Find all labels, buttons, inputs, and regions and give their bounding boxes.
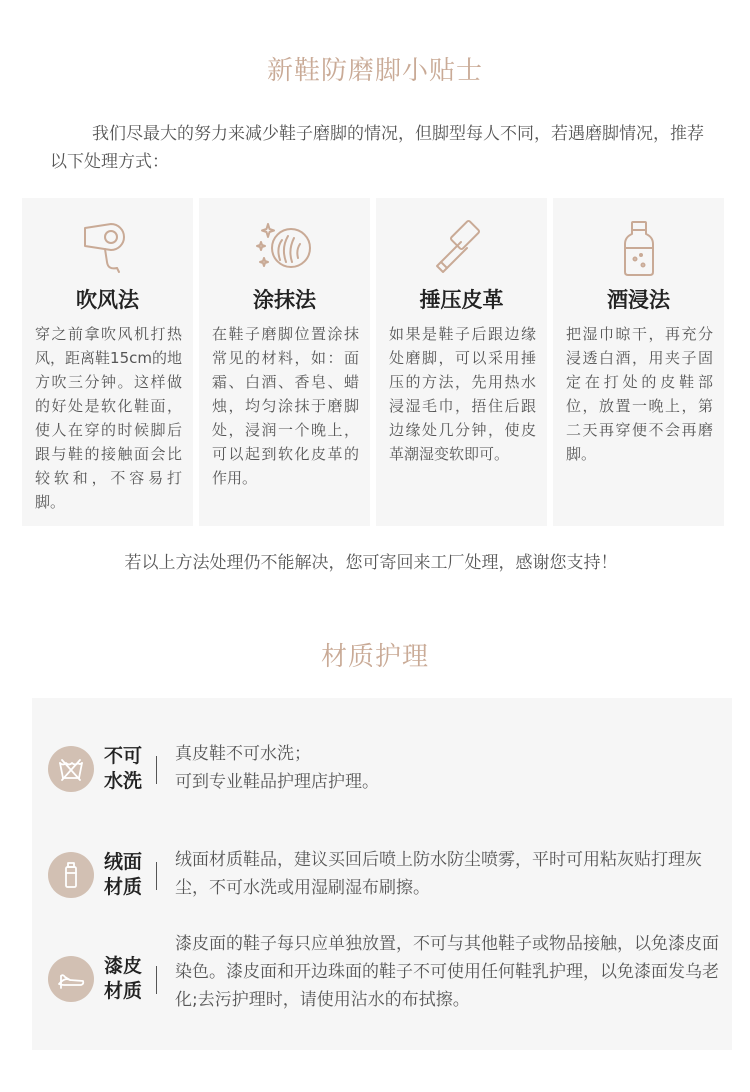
divider [156, 756, 157, 784]
method-name: 涂抹法 [253, 288, 316, 312]
care-text: 绒面材质鞋品，建议买回后喷上防水防尘喷雾，平时可用粘灰贴打理灰尘，不可水洗或用湿刷湿布刷擦。 [175, 850, 702, 898]
method-card-hair-dryer [22, 198, 193, 526]
care-title: 材质护理 [320, 642, 429, 672]
care-text: 真皮鞋不可水洗； 可到专业鞋品护理店护理。 [175, 744, 379, 792]
spray-bottle-icon [48, 852, 94, 898]
bottle-icon [553, 218, 724, 280]
intro-text: 我们尽最大的努力来减少鞋子磨脚的情况，但脚型每人不同，若遇磨脚情况，推荐以下处理方式： [50, 124, 704, 172]
method-name: 酒浸法 [607, 288, 670, 312]
method-name: 捶压皮革 [419, 288, 504, 312]
wiping-hand-icon [199, 218, 370, 280]
care-label: 不可水洗 [104, 745, 143, 792]
method-card-wiping [199, 198, 370, 526]
method-name: 吹风法 [76, 288, 139, 312]
high-heel-icon [48, 956, 94, 1002]
divider [156, 966, 157, 994]
method-desc: 穿之前拿吹风机打热风，距离鞋15cm的地方吹三分钟。这样做的好处是软化鞋面，使人在穿的时候脚后跟与鞋的接触面会比较软和，不容易打脚。 [35, 325, 182, 511]
method-desc: 在鞋子磨脚位置涂抹常见的材料，如：面霜、白酒、香皂、蜡烛，均匀涂抹于磨脚处，浸润一个晚上，可以起到软化皮革的作用。 [212, 325, 359, 487]
care-label: 绒面材质 [104, 851, 143, 898]
care-text: 漆皮面的鞋子每只应单独放置，不可与其他鞋子或物品接触，以免漆皮面染色。漆皮面和开边珠面的鞋子不可使用任何鞋乳护理，以免漆面发乌老化;去污护理时，请使用沾水的布拭擦。 [175, 934, 719, 1010]
care-label: 漆皮材质 [104, 955, 143, 1002]
care-panel [32, 698, 732, 1050]
method-card-hammer [376, 198, 547, 526]
hammer-icon [376, 218, 547, 280]
method-desc: 如果是鞋子后跟边缘处磨脚，可以采用捶压的方法，先用热水浸湿毛巾，捂住后跟边缘处几分钟，使皮革潮湿变软即可。 [389, 325, 536, 463]
divider [156, 862, 157, 890]
no-wash-icon [48, 746, 94, 792]
methods-grid [22, 198, 724, 526]
tips-title: 新鞋防磨脚小贴士 [266, 56, 483, 86]
method-card-bottle [553, 198, 724, 526]
hair-dryer-icon [22, 218, 193, 280]
outro-text: 若以上方法处理仍不能解决，您可寄回来工厂处理，感谢您支持！ [124, 553, 618, 573]
method-desc: 把湿巾晾干，再充分浸透白酒，用夹子固定在打处的皮鞋部位，放置一晚上，第二天再穿便不会再磨脚。 [566, 325, 713, 463]
